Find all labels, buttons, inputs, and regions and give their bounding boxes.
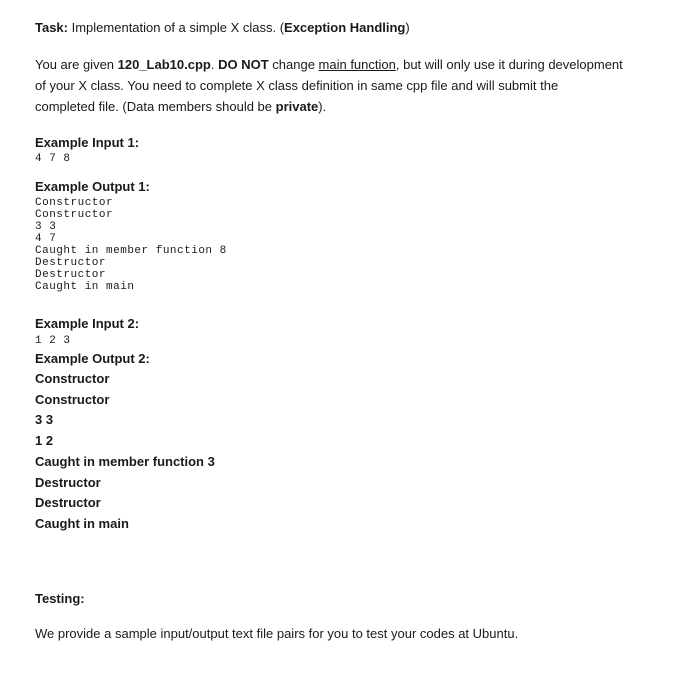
intro-line-1 bbox=[35, 54, 665, 75]
example2-output-line: Constructor bbox=[35, 391, 110, 407]
example1-output-line: Destructor bbox=[35, 269, 107, 281]
intro-paragraph bbox=[35, 54, 665, 117]
example1-output-line: Destructor bbox=[35, 257, 107, 269]
task-text: Implementation of a simple X class. ( bbox=[68, 20, 285, 35]
example2-output-line: Destructor bbox=[35, 474, 101, 490]
task-emphasis: Exception Handling bbox=[284, 20, 406, 35]
intro-text: completed file. (Data members should be bbox=[35, 99, 276, 114]
task-line bbox=[35, 17, 410, 38]
intro-main-function: main function bbox=[318, 57, 396, 72]
example2-output-line: 3 3 bbox=[35, 412, 54, 428]
task-label: Task: bbox=[35, 20, 68, 35]
example2-output-line: Caught in member function 3 bbox=[35, 453, 215, 469]
example1-input-heading: Example Input 1: bbox=[35, 135, 140, 150]
example1-output-heading: Example Output 1: bbox=[35, 179, 150, 194]
task-close: ) bbox=[405, 20, 410, 35]
testing-text: We provide a sample input/output text file pairs for you to test your codes at Ubuntu. bbox=[35, 626, 519, 641]
example2-output-heading: Example Output 2: bbox=[35, 351, 150, 366]
intro-text: You are given bbox=[35, 57, 118, 72]
intro-text: , but will only use it during development bbox=[395, 57, 623, 72]
example1-output-line: Caught in main bbox=[35, 281, 135, 293]
example1-output bbox=[35, 197, 227, 293]
intro-text: . bbox=[210, 57, 219, 72]
example2-output-line: Caught in main bbox=[35, 515, 129, 531]
example1-output-line: 3 3 bbox=[35, 221, 57, 233]
intro-line-3 bbox=[35, 96, 665, 117]
example2-output bbox=[35, 369, 215, 535]
example1-output-line: 4 7 bbox=[35, 233, 57, 245]
example1-output-line: Constructor bbox=[35, 209, 114, 221]
example2-output-line: 1 2 bbox=[35, 433, 54, 449]
example2-input-heading: Example Input 2: bbox=[35, 316, 140, 331]
intro-text: ). bbox=[318, 99, 327, 114]
example1-input: 4 7 8 bbox=[35, 153, 71, 165]
intro-line-2: of your X class. You need to complete X class definition in same cpp file and will submit the bbox=[35, 78, 559, 93]
intro-text: change bbox=[268, 57, 319, 72]
intro-private: private bbox=[275, 99, 319, 114]
intro-do-not: DO NOT bbox=[218, 57, 269, 72]
testing-heading: Testing: bbox=[35, 591, 85, 606]
example2-output-line: Destructor bbox=[35, 495, 101, 511]
example1-output-line: Caught in member function 8 bbox=[35, 245, 227, 257]
example1-output-line: Constructor bbox=[35, 197, 114, 209]
example2-output-line: Constructor bbox=[35, 371, 110, 386]
example2-input: 1 2 3 bbox=[35, 335, 71, 347]
intro-filename: 120_Lab10.cpp bbox=[117, 57, 211, 72]
